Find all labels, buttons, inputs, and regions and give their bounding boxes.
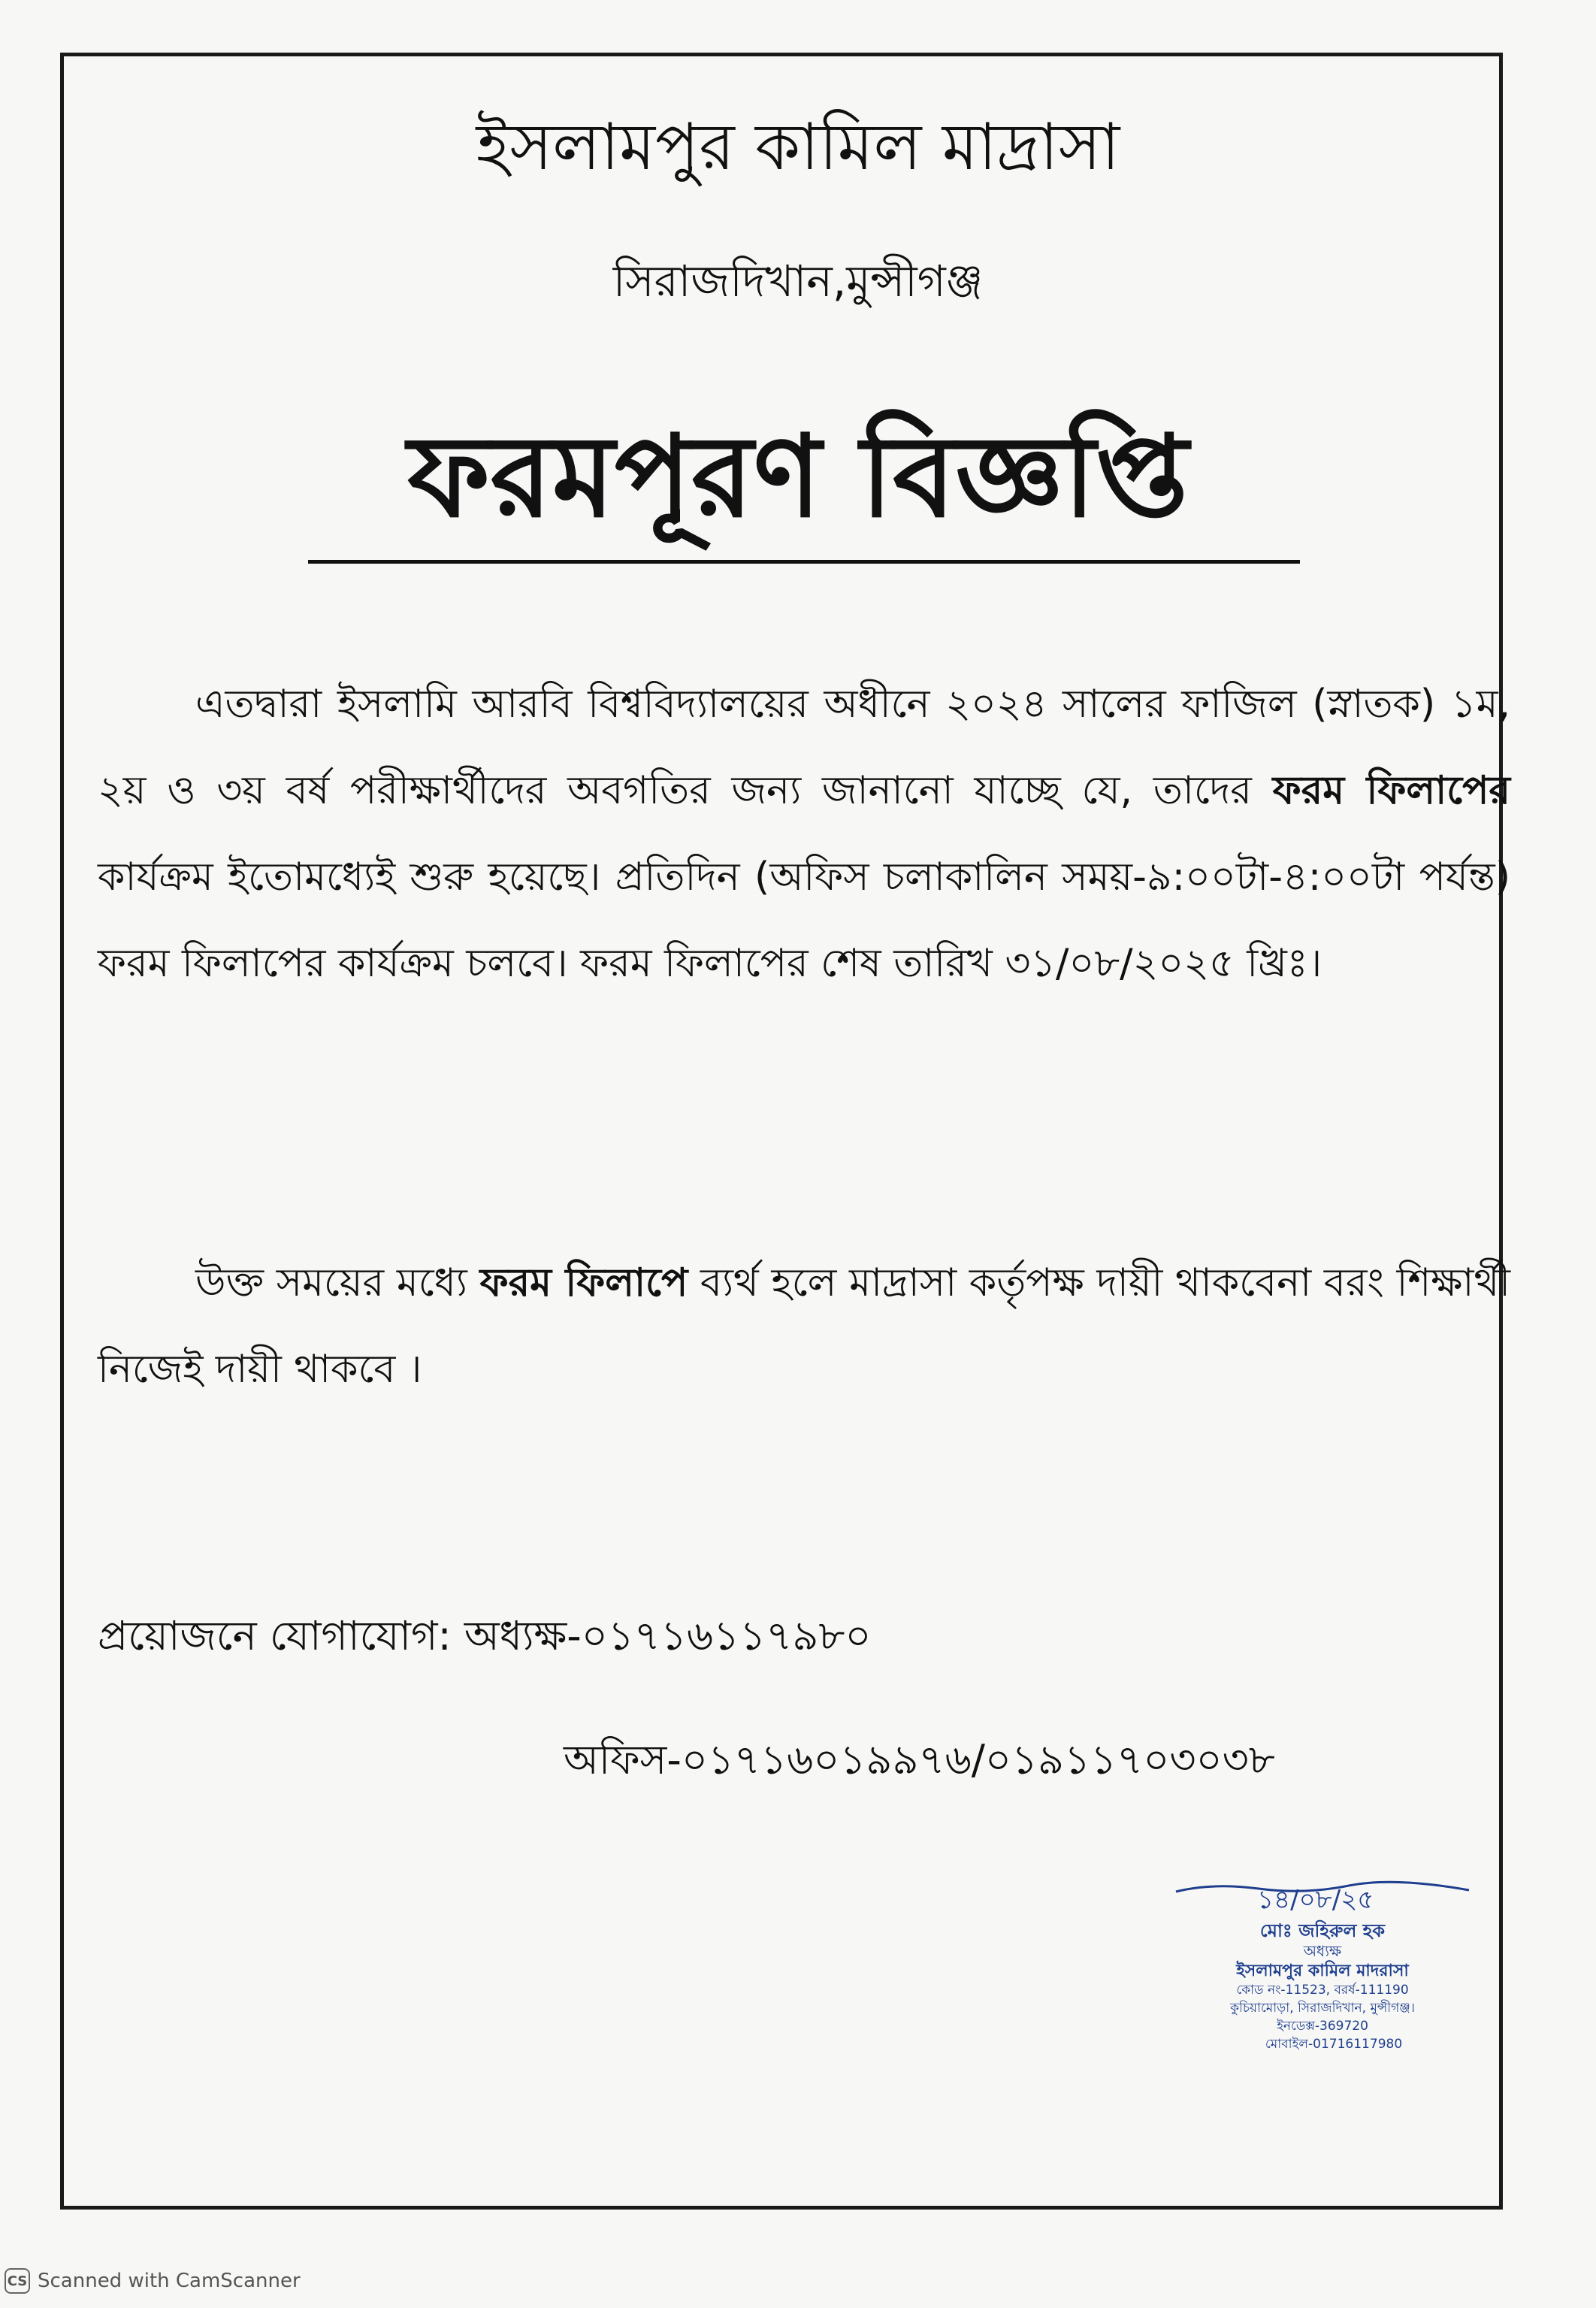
scanner-watermark — [5, 2268, 301, 2294]
para2-bold-form-fillup: ফরম ফিলাপে — [479, 1260, 688, 1305]
scanner-watermark-text: Scanned with CamScanner — [38, 2270, 301, 2292]
contact-principal: প্রয়োজনে যোগাযোগ: অধ্যক্ষ-০১৭১৬১১৭৯৮০ — [98, 1612, 872, 1659]
seal-designation: অধ্যক্ষ — [1303, 1942, 1342, 1960]
institution-location: সিরাজদিখান,মুন্সীগঞ্জ — [612, 256, 984, 307]
contact-office: অফিস-০১৭১৬০১৯৯৭৬/০১৯১১৭০৩০৩৮ — [564, 1736, 1275, 1783]
para1-bold-form-fillup: ফরম ফিলাপের — [1272, 768, 1510, 813]
seal-address: কুচিয়ামোড়া, সিরাজদিখান, মুন্সীগঞ্জ। — [1230, 2001, 1415, 2016]
notice-headline: ফরমপূরণ বিজ্ঞপ্তি — [407, 412, 1189, 543]
notice-paragraph-1 — [98, 661, 1510, 1007]
seal-mobile: মোবাইল-01716117980 — [1265, 2037, 1403, 2052]
seal-institution: ইসলামপুর কামিল মাদরাসা — [1236, 1962, 1409, 1980]
seal-eiin: ইনডেক্স-369720 — [1277, 2019, 1368, 2034]
seal-codes: কোড নং-11523, বরর্ষ-111190 — [1236, 1983, 1409, 1998]
camscanner-logo-icon: CS — [5, 2268, 30, 2294]
institution-name: ইসলামপুর কামিল মাদ্রাসা — [476, 110, 1120, 185]
seal-name: মোঃ জহিরুল হক — [1259, 1920, 1386, 1941]
notice-paragraph-2 — [98, 1240, 1510, 1413]
para1-text-a: এতদ্বারা ইসলামি আরবি বিশ্ববিদ্যালয়ের অধীনে ২০২৪ সালের ফাজিল (স্নাতক) ১ম, ২য় ও ৩য় বর্ষ পরীক্ষার্থীদের অবগতির জন্য জানানো যাচ্ছে যে, তাদের — [98, 682, 1510, 813]
para1-text-b: কার্যক্রম ইতোমধ্যেই শুরু হয়েছে। প্রতিদিন (অফিস চলাকালিন সময়-৯:০০টা-৪:০০টা পর্যন্ত) ফরম ফিলাপের কার্যক্রম চলবে। ফরম ফিলাপের শেষ তারিখ ৩১/০৮/২০২৫ খ্রিঃ। — [98, 855, 1510, 986]
para2-text-b: ব্যর্থ হলে মাদ্রাসা কর্তৃপক্ষ দায়ী থাকবেনা বরং শিক্ষার্থী নিজেই দায়ী থাকবে । — [98, 1260, 1510, 1392]
principal-seal-and-signature — [1168, 1875, 1477, 2071]
para2-text-a: উক্ত সময়ের মধ্যে — [195, 1260, 480, 1305]
signature-date: ১৪/০৮/২৫ — [1257, 1885, 1374, 1915]
headline-underline — [308, 560, 1300, 564]
